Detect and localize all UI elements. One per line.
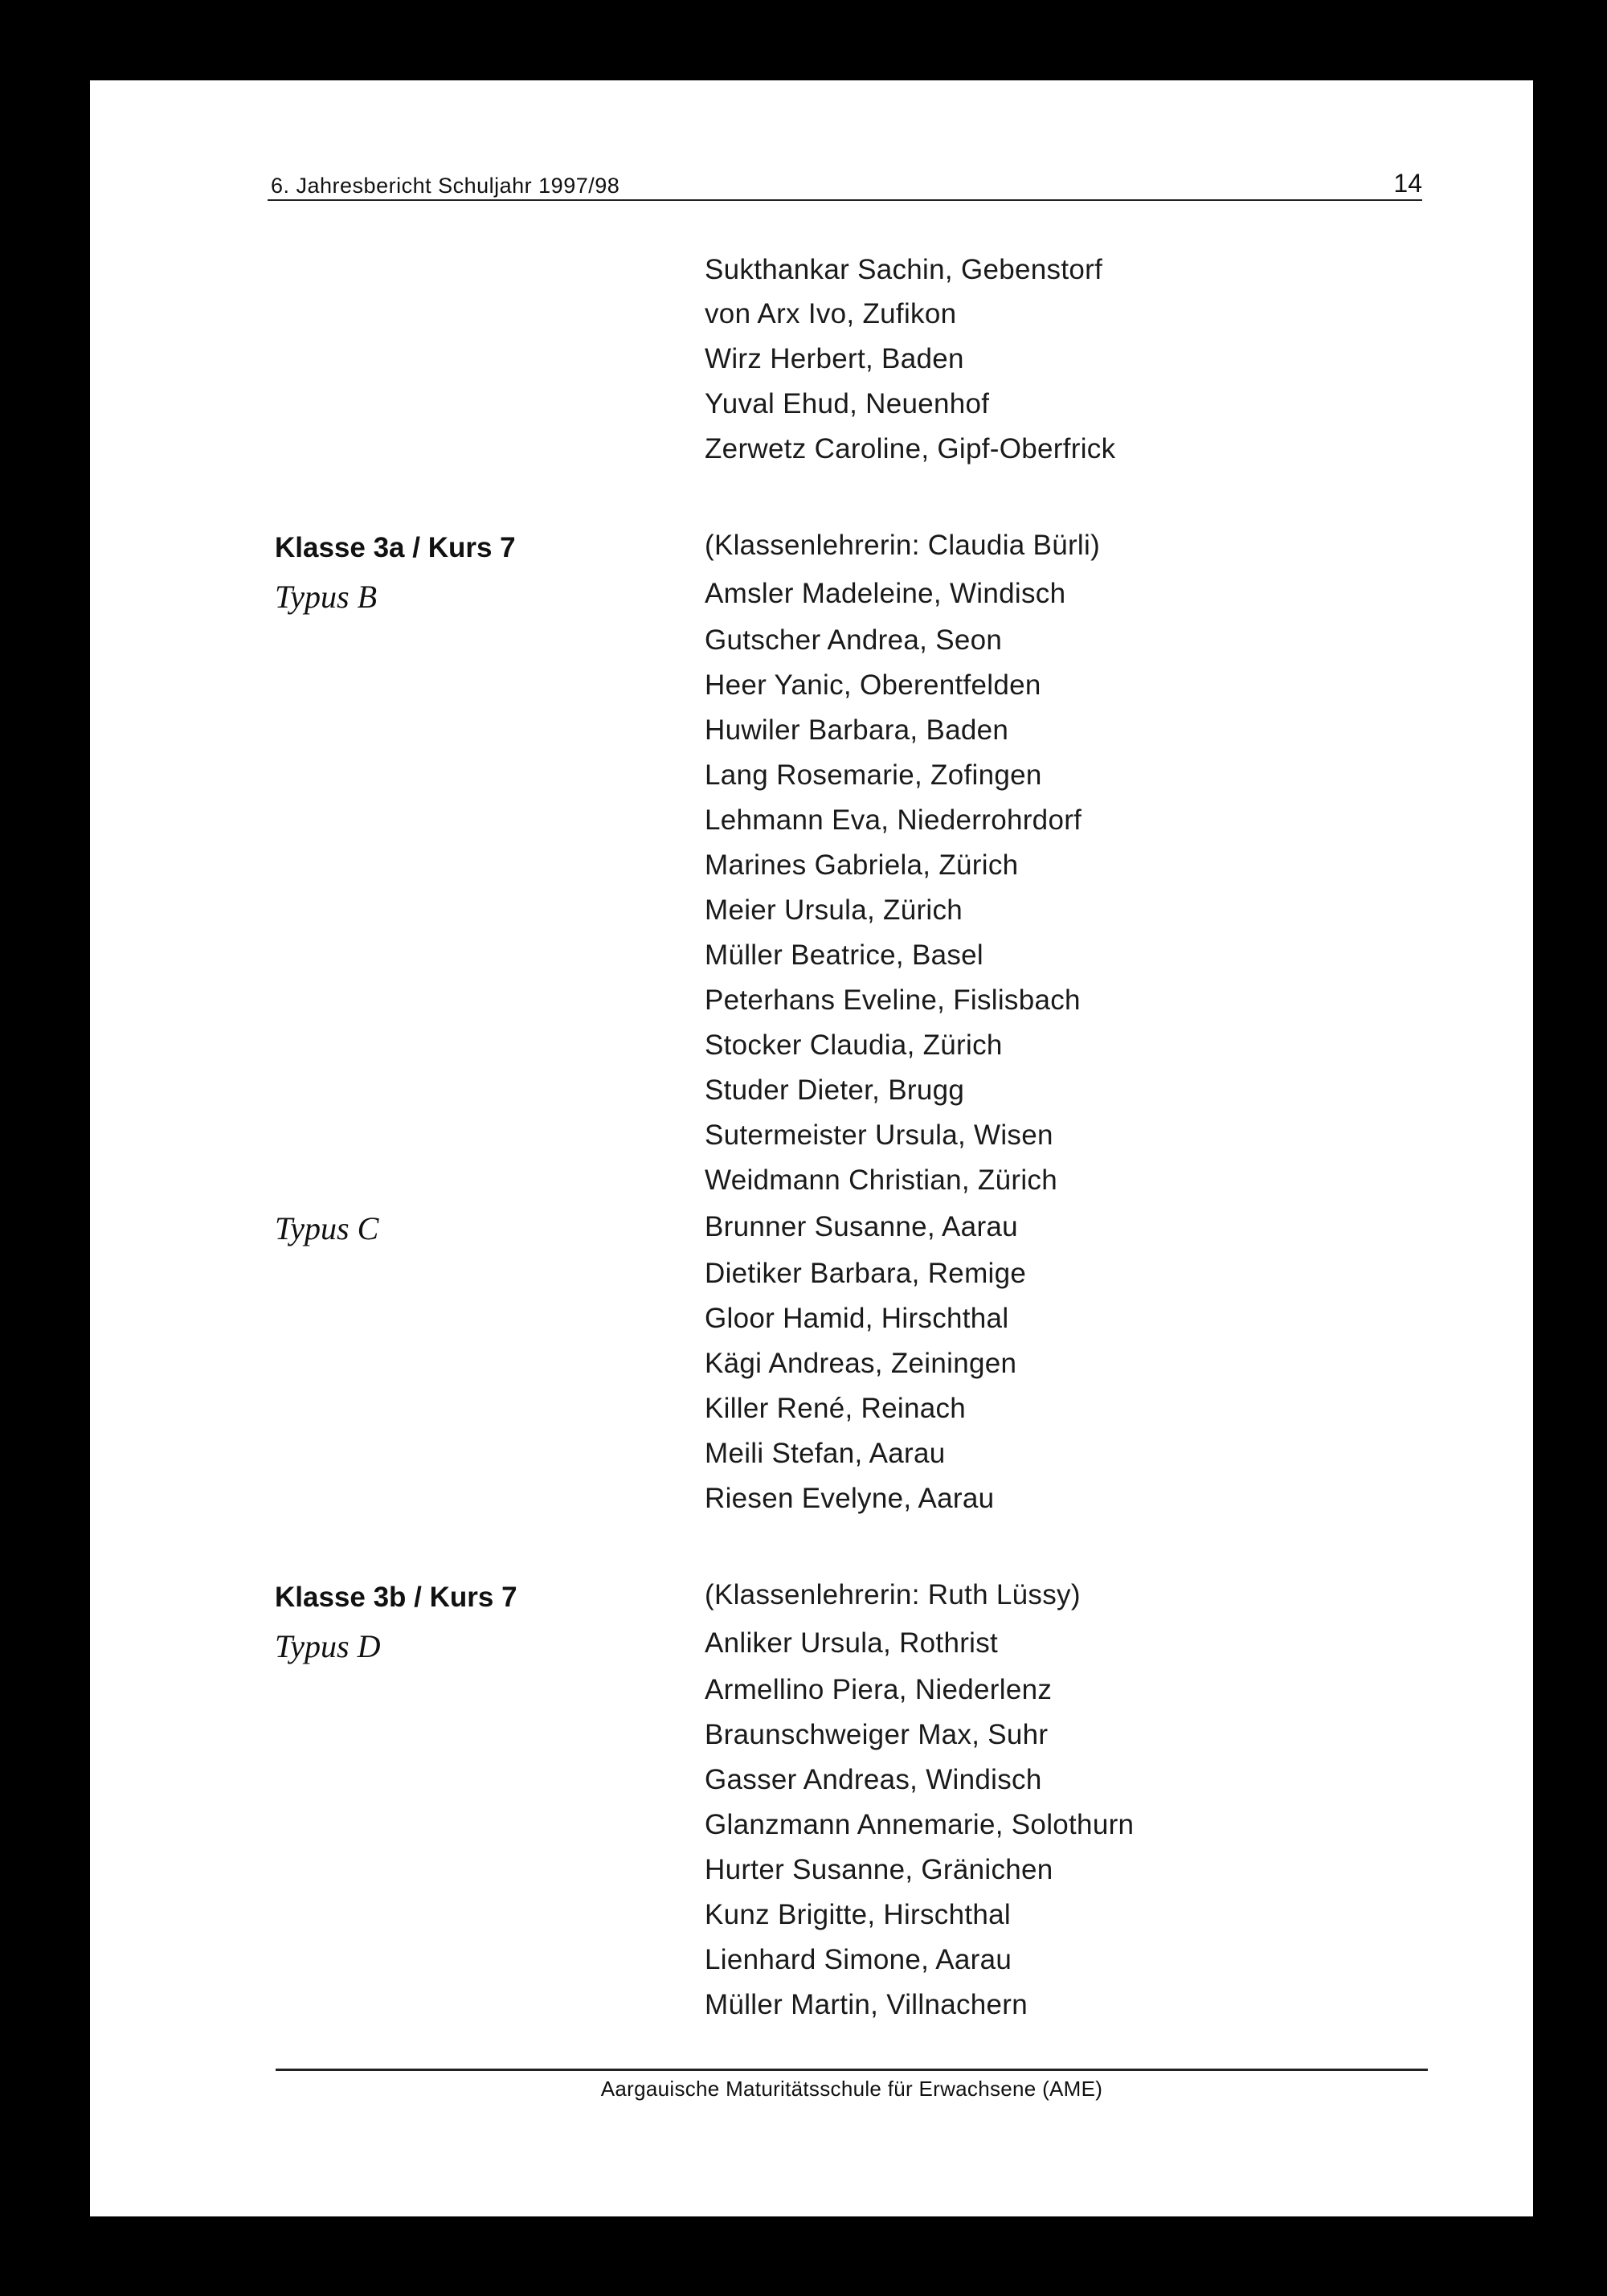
header-rule (268, 199, 1422, 201)
student-entry: Peterhans Eveline, Fislisbach (705, 984, 1081, 1016)
class-heading-3a: Klasse 3a / Kurs 7 (275, 532, 516, 563)
student-entry: Huwiler Barbara, Baden (705, 714, 1009, 746)
footer-rule (276, 2069, 1428, 2071)
student-entry: Riesen Evelyne, Aarau (705, 1483, 995, 1514)
student-entry: Zerwetz Caroline, Gipf-Oberfrick (705, 433, 1116, 465)
student-entry: Gutscher Andrea, Seon (705, 624, 1003, 656)
typus-c-label: Typus C (275, 1210, 379, 1246)
student-entry: Sukthankar Sachin, Gebenstorf (705, 254, 1103, 285)
student-entry: Müller Martin, Villnachern (705, 1989, 1028, 2020)
student-entry: Gasser Andreas, Windisch (705, 1764, 1042, 1795)
student-entry: Kunz Brigitte, Hirschthal (705, 1899, 1011, 1930)
student-entry: Marines Gabriela, Zürich (705, 849, 1019, 881)
student-entry: von Arx Ivo, Zufikon (705, 298, 957, 329)
class-teacher-3a: (Klassenlehrerin: Claudia Bürli) (705, 530, 1101, 561)
student-entry: Killer René, Reinach (705, 1393, 967, 1424)
page-header (178, 169, 1422, 201)
student-entry: Heer Yanic, Oberentfelden (705, 669, 1041, 701)
student-entry: Brunner Susanne, Aarau (705, 1211, 1018, 1242)
student-entry: Armellino Piera, Niederlenz (705, 1674, 1053, 1705)
student-entry: Lehmann Eva, Niederrohrdorf (705, 804, 1082, 836)
page-footer: Aargauische Maturitätsschule für Erwachsene (AME) (600, 2077, 1103, 2101)
student-entry: Yuval Ehud, Neuenhof (705, 388, 990, 420)
student-entry: Wirz Herbert, Baden (705, 343, 964, 374)
student-entry: Studer Dieter, Brugg (705, 1074, 965, 1106)
typus-b-label: Typus B (275, 579, 378, 615)
student-entry: Weidmann Christian, Zürich (705, 1164, 1057, 1196)
student-entry: Gloor Hamid, Hirschthal (705, 1303, 1009, 1334)
student-entry: Hurter Susanne, Gränichen (705, 1854, 1053, 1885)
student-entry: Amsler Madeleine, Windisch (705, 578, 1066, 609)
student-entry: Anliker Ursula, Rothrist (705, 1627, 999, 1659)
student-entry: Lang Rosemarie, Zofingen (705, 759, 1042, 791)
student-entry: Müller Beatrice, Basel (705, 939, 984, 971)
student-entry: Braunschweiger Max, Suhr (705, 1719, 1049, 1750)
student-entry: Lienhard Simone, Aarau (705, 1944, 1012, 1975)
typus-d-label: Typus D (275, 1628, 381, 1664)
header-title: 6. Jahresbericht Schuljahr 1997/98 (271, 174, 620, 198)
class-teacher-3b: (Klassenlehrerin: Ruth Lüssy) (705, 1579, 1081, 1610)
student-entry: Meili Stefan, Aarau (705, 1438, 946, 1469)
student-entry: Dietiker Barbara, Remige (705, 1258, 1027, 1289)
student-entry: Stocker Claudia, Zürich (705, 1029, 1003, 1061)
student-entry: Kägi Andreas, Zeiningen (705, 1348, 1017, 1379)
student-entry: Glanzmann Annemarie, Solothurn (705, 1809, 1135, 1840)
class-heading-3b: Klasse 3b / Kurs 7 (275, 1582, 517, 1613)
student-entry: Sutermeister Ursula, Wisen (705, 1119, 1053, 1151)
page-number: 14 (1393, 169, 1422, 198)
student-entry: Meier Ursula, Zürich (705, 894, 963, 926)
